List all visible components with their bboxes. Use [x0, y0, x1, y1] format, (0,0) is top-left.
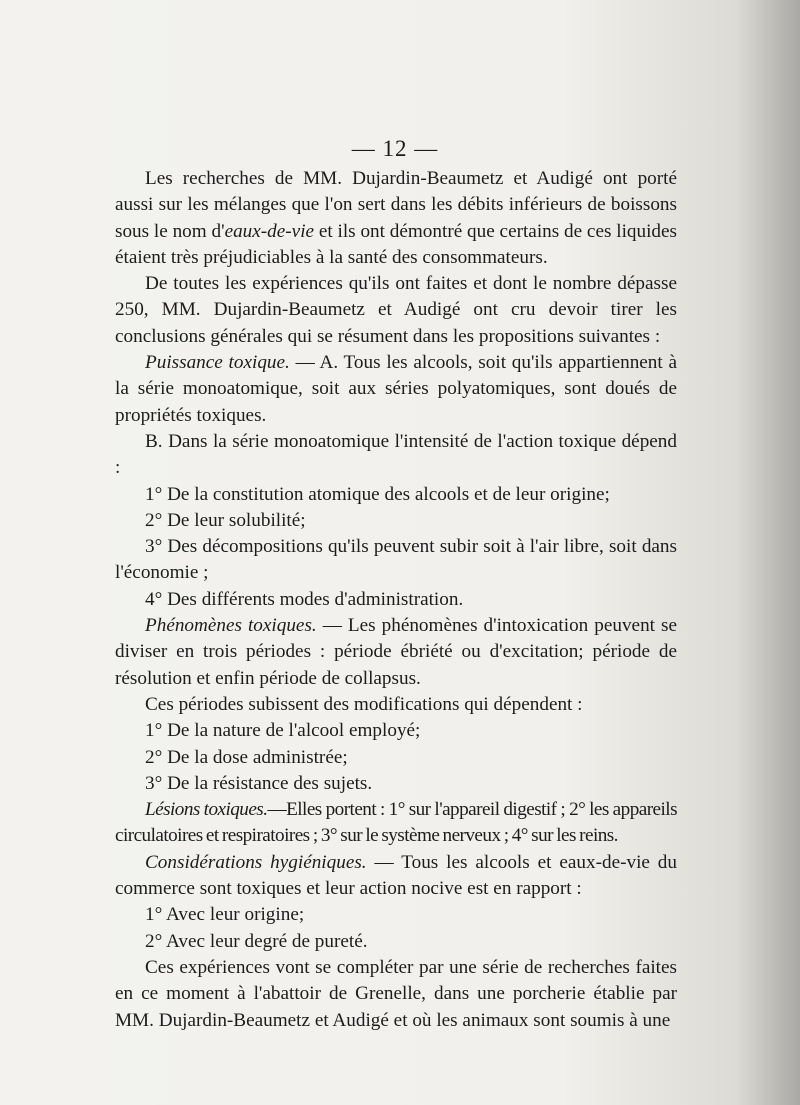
paragraph-text: Ces expériences vont se compléter par une série de recherches faites en ce moment à l'abattoir de Grenelle, dans une porcherie établie par MM. Dujardin-Beaumetz et Audigé et où les animaux sont soumis à une	[115, 956, 677, 1031]
paragraph-text: Les recherches de MM. Dujardin-Beaumetz et Audigé ont porté aussi sur les mélanges que l'on sert dans les débits inférieurs de boissons sous le nom d'	[115, 168, 677, 242]
paragraph-text: — Les phénomènes d'intoxication peuvent se diviser en trois périodes : période ébriété ou d'excitation; période de résolution et enfin période de collapsus.	[115, 615, 677, 689]
list-item-text: 2° De leur solubilité;	[145, 509, 306, 531]
list-item	[115, 508, 677, 534]
paragraph-text: B. Dans la série monoatomique l'intensité de l'action toxique dépend :	[115, 430, 677, 479]
list-item	[115, 718, 677, 744]
paragraph-serie-monoatomique	[115, 429, 677, 482]
list-item-text: 3° Des décompositions qu'ils peuvent subir soit à l'air libre, soit dans l'économie ;	[115, 536, 677, 584]
section-heading: Puissance toxique.	[145, 352, 290, 374]
paragraph-text: De toutes les expériences qu'ils ont faites et dont le nombre dépasse 250, MM. Dujardin-Beaumetz et Audigé ont cru devoir tirer les conclusions générales qui se résument dans les propositions suivantes :	[115, 273, 677, 347]
paragraph-experiences	[115, 271, 677, 350]
paragraph-text: — Tous les alcools et eaux-de-vie du commerce sont toxiques et leur action nocive est en rapport :	[115, 851, 677, 900]
paragraph-lesions-toxiques	[115, 797, 677, 850]
list-item	[115, 745, 677, 771]
paragraph-considerations-hygieniques	[115, 850, 677, 903]
list-item-text: 2° De la dose administrée;	[145, 746, 348, 768]
italic-term: eaux-de-vie	[224, 220, 315, 242]
paragraph-text: et ils ont démontré que certains de ces liquides étaient très préjudiciables à la santé des consommateurs.	[115, 220, 677, 268]
list-item	[115, 902, 677, 928]
section-heading: Phénomènes toxiques.	[145, 615, 317, 637]
paragraph-text: — A. Tous les alcools, soit qu'ils appartiennent à la série monoatomique, soit aux séries polyatomiques, sont doués de propriétés toxiques.	[115, 352, 678, 426]
list-item	[115, 587, 677, 613]
list-item-text: 1° De la nature de l'alcool employé;	[145, 720, 421, 742]
paragraph-text: Ces périodes subissent des modifications qui dépendent :	[145, 693, 583, 715]
body-text	[115, 166, 677, 1034]
paragraph-phenomenes-toxiques	[115, 613, 677, 692]
paragraph-periodes	[115, 692, 677, 718]
section-heading: Considérations hygiéniques.	[145, 851, 367, 873]
list-item-text: 2° Avec leur degré de pureté.	[145, 930, 368, 952]
list-item-text: 1° De la constitution atomique des alcools et de leur origine;	[145, 483, 610, 505]
list-item-text: 4° Des différents modes d'administration.	[145, 588, 464, 610]
page-number: — 12 —	[351, 136, 439, 161]
list-item-text: 1° Avec leur origine;	[145, 904, 305, 926]
paragraph-recherches	[115, 166, 677, 271]
paragraph-text: —Elles portent : 1° sur l'appareil digestif ; 2° les appareils circulatoires et respiratoires ; 3° sur le système nerveux ; 4° sur les reins.	[115, 799, 677, 847]
list-item	[115, 771, 677, 797]
list-item	[115, 929, 677, 955]
list-item	[115, 534, 677, 587]
list-item-text: 3° De la résistance des sujets.	[145, 772, 373, 794]
paragraph-puissance-toxique	[115, 350, 677, 429]
list-item	[115, 482, 677, 508]
paragraph-abattoir-grenelle	[115, 955, 677, 1034]
section-heading: Lésions toxiques.	[145, 799, 268, 821]
